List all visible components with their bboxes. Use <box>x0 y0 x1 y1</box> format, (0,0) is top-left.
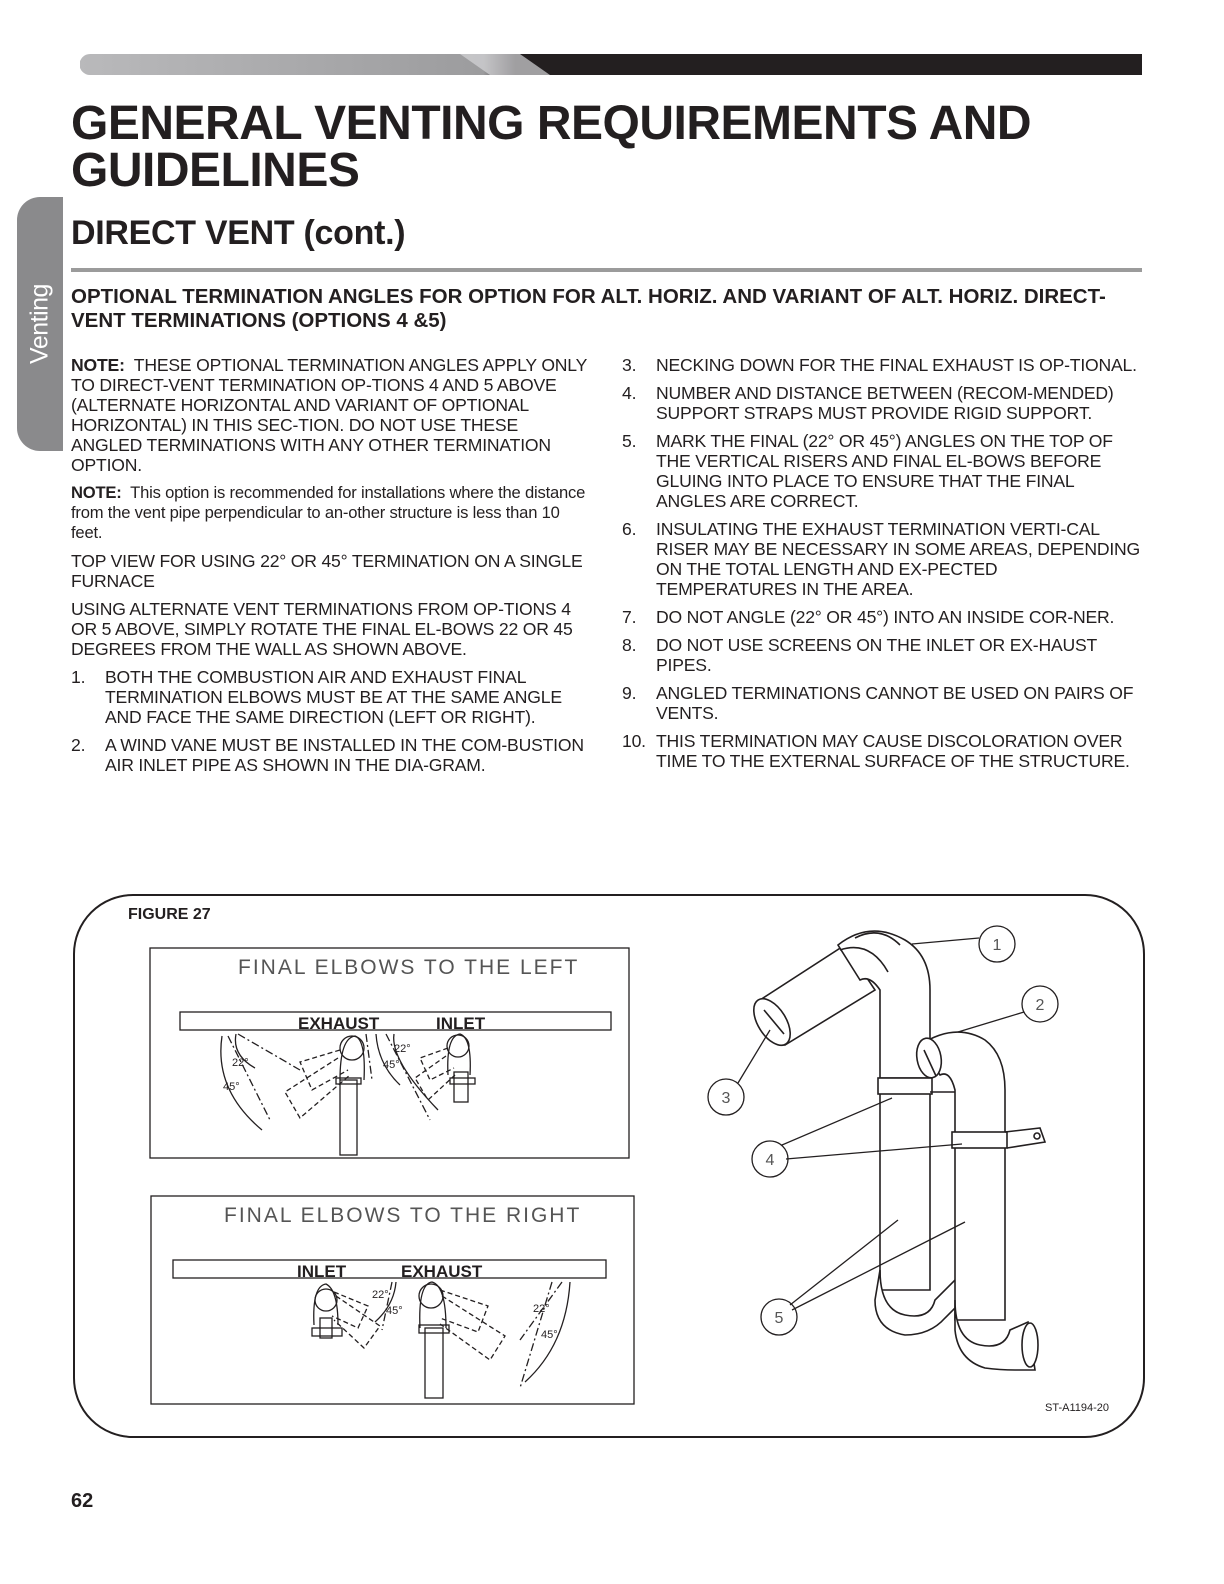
page-number: 62 <box>71 1490 94 1512</box>
paragraph-alternate: USING ALTERNATE VENT TERMINATIONS FROM OP-TIONS 4 OR 5 ABOVE, SIMPLY ROTATE THE FINAL EL-BOWS 22 OR 45 DEGREES FROM THE WALL AS SHOWN ABOVE. <box>71 599 573 659</box>
exhaust-riser-right <box>425 1328 443 1398</box>
angle-45-label: 45° <box>386 1305 403 1317</box>
callout-2: 2 <box>1035 997 1045 1014</box>
list-item-number: 3. <box>622 355 637 375</box>
angle-22-label: 22° <box>232 1057 249 1069</box>
exhaust-riser <box>340 1080 357 1155</box>
list-item-text: INSULATING THE EXHAUST TERMINATION VERTI-CAL RISER MAY BE NECESSARY IN SOME AREAS, DEPENDING ON THE TOTAL LENGTH AND EX-PECTED TEMPERATURES IN THE AREA. <box>656 519 1141 599</box>
panel-left-elbows-frame <box>150 948 629 1158</box>
callout-1: 1 <box>992 937 1002 954</box>
angle-22-label: 22° <box>394 1043 411 1055</box>
list-item-number: 10. <box>622 731 646 751</box>
angle-22-label: 22° <box>372 1289 389 1301</box>
panel-left-title: FINAL ELBOWS TO THE LEFT <box>238 956 580 979</box>
list-item-number: 8. <box>622 635 637 655</box>
list-item-text: DO NOT USE SCREENS ON THE INLET OR EX-HAUST PIPES. <box>656 635 1097 675</box>
angle-45-label: 45° <box>383 1059 400 1071</box>
label-inlet: INLET <box>297 1262 347 1281</box>
inlet-riser <box>454 1072 468 1102</box>
list-item-text: A WIND VANE MUST BE INSTALLED IN THE COM-BUSTION AIR INLET PIPE AS SHOWN IN THE DIA-GRAM. <box>105 735 584 775</box>
list-item-text: THIS TERMINATION MAY CAUSE DISCOLORATION OVER TIME TO THE EXTERNAL SURFACE OF THE STRUCTURE. <box>656 731 1130 771</box>
wall-right-panel <box>173 1260 606 1278</box>
panel-right-title: FINAL ELBOWS TO THE RIGHT <box>224 1204 582 1227</box>
note-1-text: THESE OPTIONAL TERMINATION ANGLES APPLY ONLY TO DIRECT-VENT TERMINATION OP-TIONS 4 AND 5 ABOVE (ALTERNATE HORIZONTAL AND VARIANT OF OPTIONAL HORIZONTAL) IN THIS SEC-TION. DO NOT USE THESE ANGLED TERMINATIONS WITH ANY OTHER TERMINATION OPTION. <box>71 355 587 475</box>
angle-45-label: 45° <box>223 1081 240 1093</box>
figure-code: ST-A1194-20 <box>1045 1402 1110 1414</box>
label-exhaust: EXHAUST <box>298 1014 380 1033</box>
panel-right-elbows-frame <box>151 1196 634 1404</box>
callout-5: 5 <box>774 1310 784 1327</box>
list-item-number: 4. <box>622 383 637 403</box>
note-2-label: NOTE: <box>71 483 122 502</box>
callout-3: 3 <box>721 1090 731 1107</box>
list-item-text: MARK THE FINAL (22° OR 45°) ANGLES ON THE TOP OF THE VERTICAL RISERS AND FINAL EL-BOWS BEFORE GLUING INTO PLACE TO ENSURE THAT THE FINAL ANGLES ARE CORRECT. <box>656 431 1113 511</box>
page-subtitle: DIRECT VENT (cont.) <box>71 214 406 252</box>
figure-label: FIGURE 27 <box>128 906 211 923</box>
callout-4: 4 <box>765 1152 775 1169</box>
wall-left-panel <box>180 1012 611 1030</box>
list-item-text: NUMBER AND DISTANCE BETWEEN (RECOM-MENDED) SUPPORT STRAPS MUST PROVIDE RIGID SUPPORT. <box>656 383 1114 423</box>
note-2-text: This option is recommended for installations where the distance from the vent pipe perpendicular to an-other structure is less than 10 feet. <box>71 483 586 542</box>
list-item-number: 5. <box>622 431 637 451</box>
section-heading: OPTIONAL TERMINATION ANGLES FOR OPTION FOR ALT. HORIZ. AND VARIANT OF ALT. HORIZ. DIRECT-VENT TERMINATIONS (OPTIONS 4 &5) <box>71 285 1106 332</box>
list-item-text: NECKING DOWN FOR THE FINAL EXHAUST IS OP-TIONAL. <box>656 355 1137 375</box>
list-item-number: 2. <box>71 735 86 755</box>
list-item-text: BOTH THE COMBUSTION AIR AND EXHAUST FINAL TERMINATION ELBOWS MUST BE AT THE SAME ANGLE AND FACE THE SAME DIRECTION (LEFT OR RIGHT). <box>105 667 562 727</box>
angle-22-label: 22° <box>533 1303 550 1315</box>
page-title: GENERAL VENTING REQUIREMENTS AND GUIDELINES <box>71 97 1032 197</box>
label-exhaust: EXHAUST <box>401 1262 483 1281</box>
list-item-number: 9. <box>622 683 637 703</box>
angle-45-label: 45° <box>541 1329 558 1341</box>
note-1-label: NOTE: <box>71 355 125 375</box>
paragraph-top-view: TOP VIEW FOR USING 22° OR 45° TERMINATION ON A SINGLE FURNACE <box>71 551 583 591</box>
list-item-text: ANGLED TERMINATIONS CANNOT BE USED ON PAIRS OF VENTS. <box>656 683 1134 723</box>
list-item-text: DO NOT ANGLE (22° OR 45°) INTO AN INSIDE COR-NER. <box>656 607 1115 627</box>
list-item-number: 7. <box>622 607 637 627</box>
label-inlet: INLET <box>436 1014 486 1033</box>
list-item-number: 1. <box>71 667 86 687</box>
list-item-number: 6. <box>622 519 637 539</box>
side-tab-label: Venting <box>25 284 54 364</box>
